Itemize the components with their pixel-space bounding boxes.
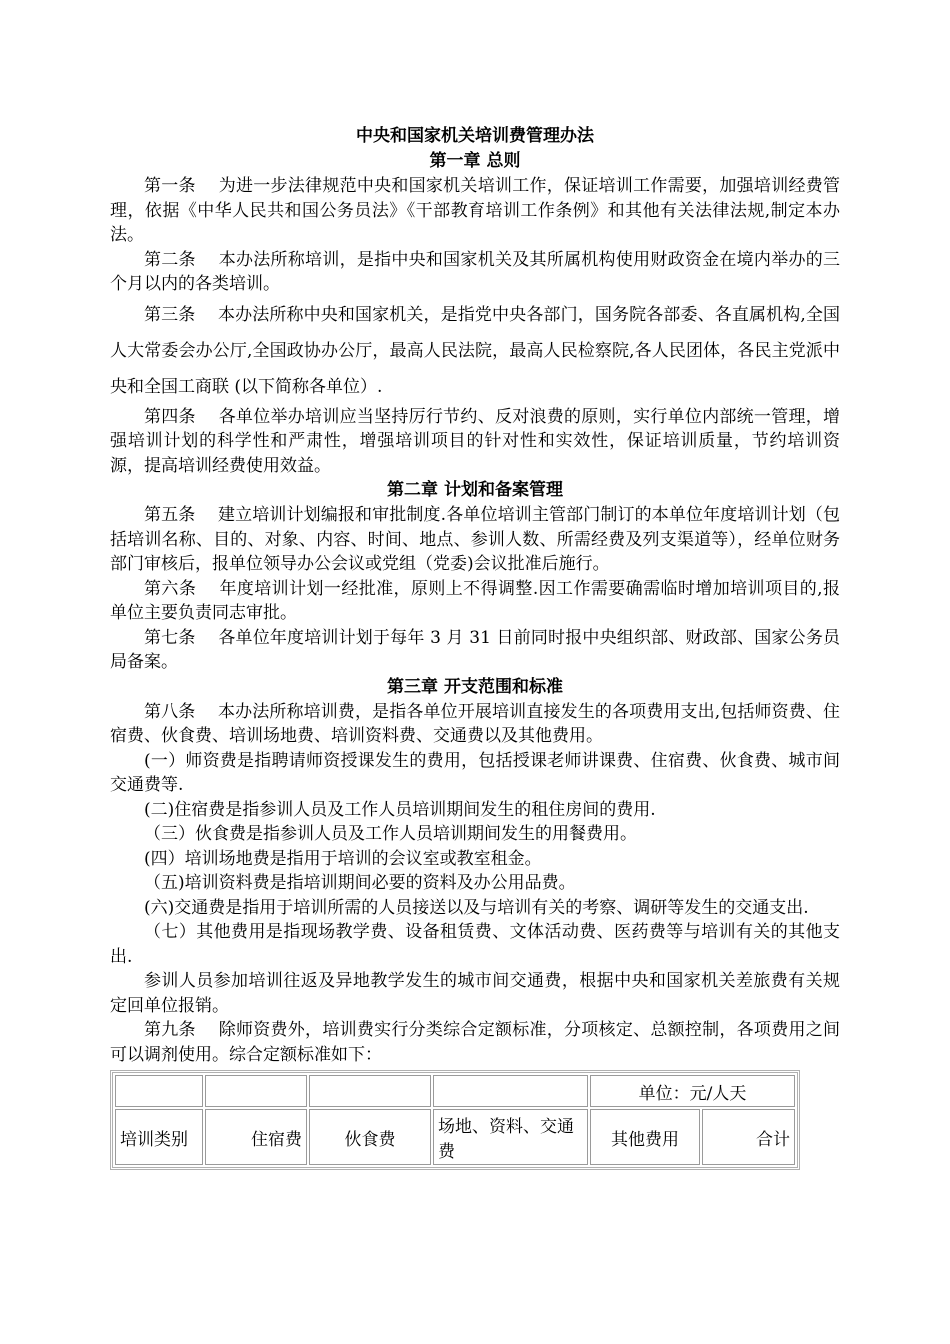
table-header-cell: 合计 (702, 1109, 795, 1165)
article-paragraph: （五)培训资料费是指培训期间必要的资料及办公用品费。 (144, 873, 576, 893)
document-page (110, 124, 840, 1170)
table-header-cell: 培训类别 (115, 1109, 203, 1165)
article-paragraph: （七）其他费用是指现场教学费、设备租赁费、文体活动费、医药费等与培训有关的其他支出. (110, 922, 840, 967)
table-header-cell: 住宿费 (205, 1109, 307, 1165)
table-header-cell: 伙食费 (309, 1109, 431, 1165)
fee-standard-table (110, 1070, 800, 1170)
article-paragraph: 第三条 本办法所称中央和国家机关，是指党中央各部门，国务院各部委、各直属机构,全国人大常委会办公厅,全国政协办公厅，最高人民法院，最高人民检察院,各人民团体，各民主党派中央和全国工商联 (以下简称各单位）. (110, 304, 840, 397)
article-paragraph: 第五条 建立培训计划编报和审批制度.各单位培训主管部门制订的本单位年度培训计划（包括培训名称、目的、对象、内容、时间、地点、参训人数、所需经费及列支渠道等），经单位财务部门审核后，报单位领导办公会议或党组（党委)会议批准后施行。 (110, 505, 840, 574)
table-header-cell: 场地、资料、交通费 (433, 1109, 588, 1165)
article-paragraph: (四）培训场地费是指用于培训的会议室或教室租金。 (144, 848, 542, 869)
article-paragraph: 第六条 年度培训计划一经批准，原则上不得调整.因工作需要确需临时增加培训项目的,报单位主要负责同志审批。 (110, 578, 840, 623)
table-cell (205, 1075, 307, 1107)
article-paragraph: 第七条 各单位年度培训计划于每年 3 月 31 日前同时报中央组织部、财政部、国家公务员局备案。 (110, 627, 840, 672)
article-paragraph: 第一条 为进一步法律规范中央和国家机关培训工作，保证培训工作需要，加强培训经费管理，依据《中华人民共和国公务员法》《干部教育培训工作条例》和其他有关法律法规,制定本办法。 (110, 176, 840, 245)
article-paragraph: 第九条 除师资费外，培训费实行分类综合定额标准，分项核定、总额控制，各项费用之间可以调剂使用。综合定额标准如下： (110, 1020, 840, 1065)
chapter-heading: 第二章 计划和备案管理 (387, 480, 563, 500)
chapter-heading: 第一章 总则 (429, 151, 521, 171)
article-paragraph: 第四条 各单位举办培训应当坚持厉行节约、反对浪费的原则，实行单位内部统一管理，增强培训计划的科学性和严肃性，增强培训项目的针对性和实效性，保证培训质量，节约培训资源，提高培训经费使用效益。 (110, 406, 840, 476)
article-paragraph: (二)住宿费是指参训人员及工作人员培训期间发生的租住房间的费用. (144, 799, 656, 820)
article-paragraph: (一）师资费是指聘请师资授课发生的费用，包括授课老师讲课费、住宿费、伙食费、城市间交通费等. (110, 750, 840, 795)
table-cell (115, 1075, 203, 1107)
table-cell (433, 1075, 588, 1107)
table-header-cell: 其他费用 (590, 1109, 700, 1165)
table-row (115, 1075, 795, 1107)
article-paragraph: 参训人员参加培训往返及异地教学发生的城市间交通费，根据中央和国家机关差旅费有关规定回单位报销。 (110, 971, 840, 1016)
article-paragraph: 第八条 本办法所称培训费，是指各单位开展培训直接发生的各项费用支出,包括师资费、住宿费、伙食费、培训场地费、培训资料费、交通费以及其他费用。 (110, 701, 840, 746)
table-row (115, 1109, 795, 1165)
unit-label: 单位：元/人天 (590, 1075, 795, 1107)
chapter-heading: 第三章 开支范围和标准 (387, 676, 563, 697)
table-cell (309, 1075, 431, 1107)
document-title: 中央和国家机关培训费管理办法 (356, 126, 594, 146)
article-paragraph: (六)交通费是指用于培训所需的人员接送以及与培训有关的考察、调研等发生的交通支出. (144, 897, 809, 918)
article-paragraph: （三）伙食费是指参训人员及工作人员培训期间发生的用餐费用。 (144, 824, 637, 844)
article-paragraph: 第二条 本办法所称培训，是指中央和国家机关及其所属机构使用财政资金在境内举办的三个月以内的各类培训。 (110, 249, 840, 294)
